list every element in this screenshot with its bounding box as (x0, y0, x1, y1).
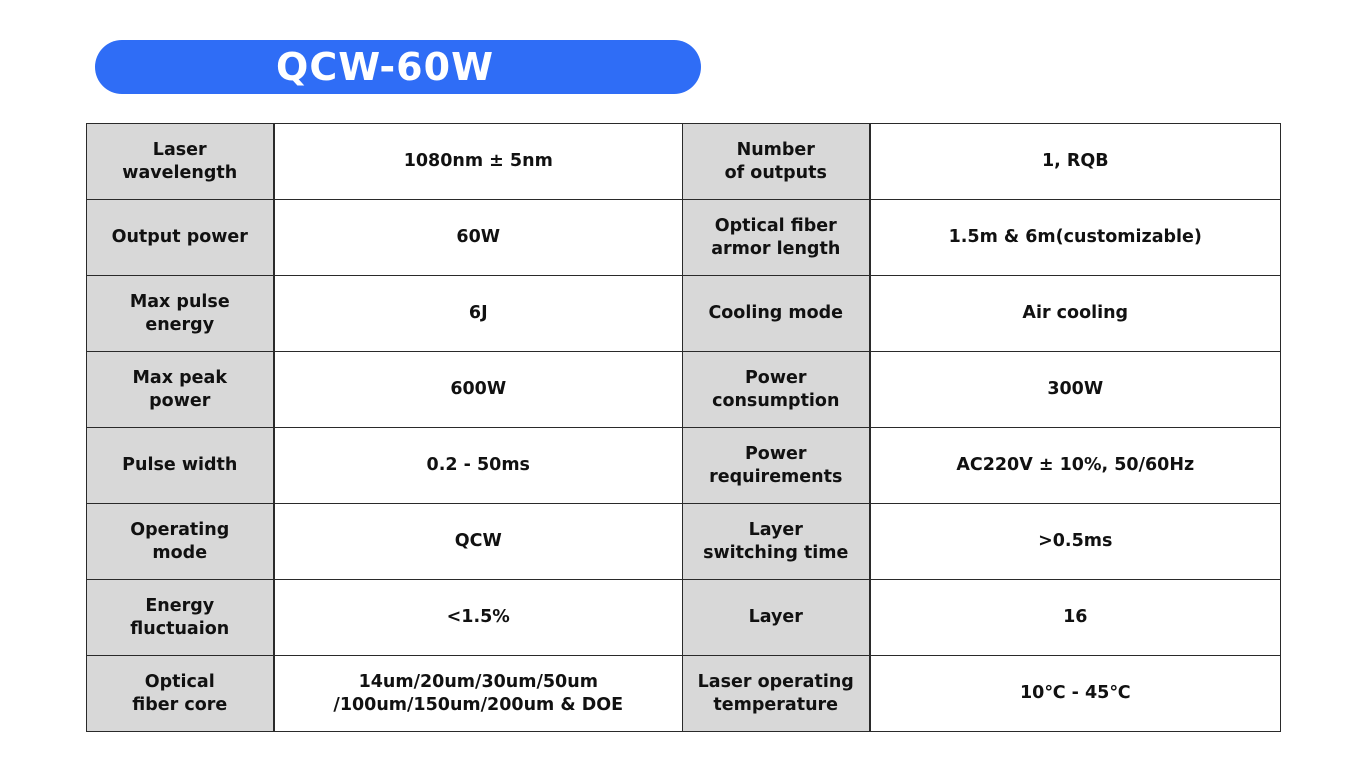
spec-table (86, 123, 1281, 732)
spec-value: <1.5% (274, 580, 683, 656)
spec-value: 6J (274, 276, 683, 352)
spec-label: Cooling mode (683, 276, 870, 352)
table-row (87, 504, 1281, 580)
spec-label: Power requirements (683, 428, 870, 504)
spec-value: 0.2 - 50ms (274, 428, 683, 504)
table-row (87, 276, 1281, 352)
table-row (87, 352, 1281, 428)
spec-label: Layer switching time (683, 504, 870, 580)
spec-value: QCW (274, 504, 683, 580)
spec-value: 300W (870, 352, 1281, 428)
spec-value: Air cooling (870, 276, 1281, 352)
spec-value: 14um/20um/30um/50um /100um/150um/200um & DOE (274, 656, 683, 732)
spec-label: Energy fluctuaion (87, 580, 274, 656)
spec-label: Power consumption (683, 352, 870, 428)
spec-label: Operating mode (87, 504, 274, 580)
spec-label: Max peak power (87, 352, 274, 428)
page-title: QCW-60W (276, 45, 494, 89)
spec-value: 600W (274, 352, 683, 428)
table-row (87, 200, 1281, 276)
spec-value: >0.5ms (870, 504, 1281, 580)
spec-label: Laser wavelength (87, 124, 274, 200)
table-row (87, 656, 1281, 732)
table-row (87, 580, 1281, 656)
spec-label: Optical fiber armor length (683, 200, 870, 276)
spec-label: Layer (683, 580, 870, 656)
spec-value: 1, RQB (870, 124, 1281, 200)
spec-label: Output power (87, 200, 274, 276)
spec-label: Pulse width (87, 428, 274, 504)
spec-label: Optical fiber core (87, 656, 274, 732)
spec-value: 1080nm ± 5nm (274, 124, 683, 200)
spec-value: 16 (870, 580, 1281, 656)
spec-value: 60W (274, 200, 683, 276)
spec-value: 1.5m & 6m(customizable) (870, 200, 1281, 276)
spec-label: Max pulse energy (87, 276, 274, 352)
spec-label: Laser operating temperature (683, 656, 870, 732)
spec-label: Number of outputs (683, 124, 870, 200)
spec-value: AC220V ± 10%, 50/60Hz (870, 428, 1281, 504)
table-row (87, 428, 1281, 504)
title-banner (95, 40, 701, 94)
spec-value: 10℃ - 45℃ (870, 656, 1281, 732)
table-row (87, 124, 1281, 200)
